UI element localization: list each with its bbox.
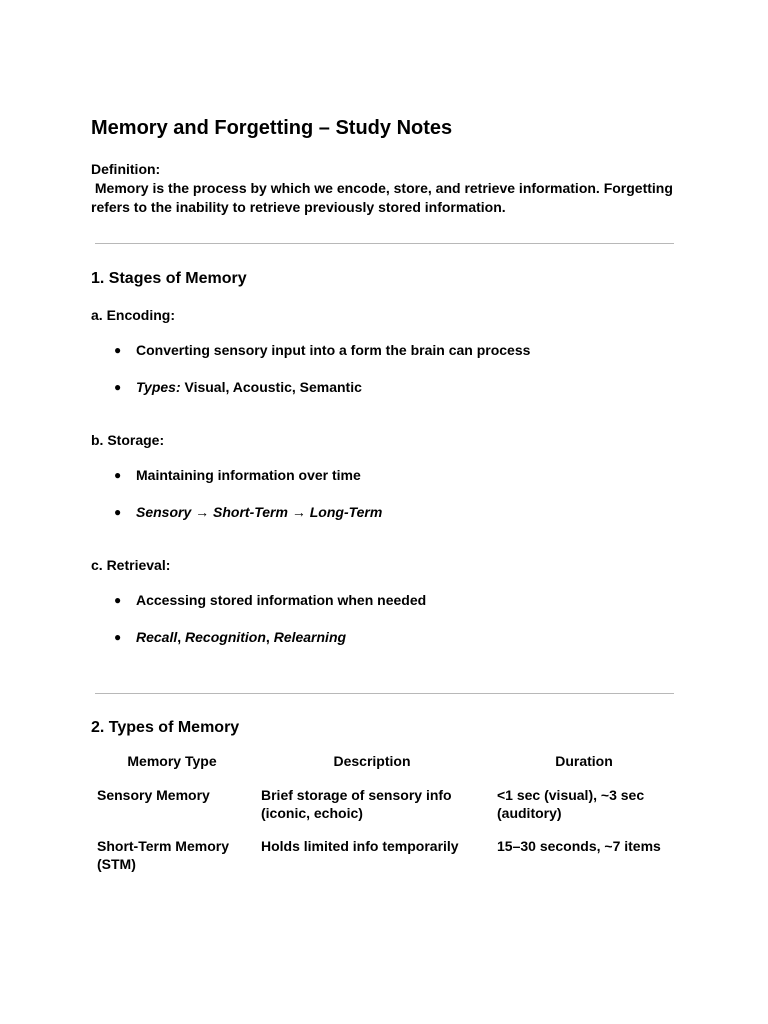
bullet-icon: ●	[114, 380, 122, 394]
types-label: Types:	[136, 379, 181, 395]
section-heading-types: 2. Types of Memory	[91, 719, 240, 736]
section-heading-stages: 1. Stages of Memory	[91, 270, 247, 287]
table-cell: <1 sec (visual), ~3 sec (auditory)	[497, 787, 645, 821]
recognition-term: Recognition	[185, 629, 266, 645]
list-item: Accessing stored information when needed	[136, 592, 427, 608]
subheading-encoding: a. Encoding:	[91, 307, 175, 323]
divider	[95, 693, 674, 694]
table-cell: Short-Term Memory (STM)	[97, 838, 229, 872]
types-text: Visual, Acoustic, Semantic	[180, 379, 362, 395]
table-header-description: Description	[333, 753, 411, 769]
table-header-memory-type: Memory Type	[127, 753, 217, 769]
subheading-retrieval: c. Retrieval:	[91, 557, 171, 573]
table-cell: Sensory Memory	[97, 787, 210, 803]
bullet-icon: ●	[114, 593, 122, 607]
table-cell: 15–30 seconds, ~7 items	[497, 838, 661, 854]
recall-term: Recall	[136, 629, 178, 645]
list-item	[136, 379, 362, 395]
relearning-term: Relearning	[273, 629, 347, 645]
definition-text: Memory is the process by which we encode, store, and retrieve information. Forgetting refers to the inability to retrieve previously stored information.	[91, 180, 677, 215]
list-item	[136, 629, 346, 645]
table-cell: Holds limited info temporarily	[261, 838, 459, 854]
bullet-icon: ●	[114, 468, 122, 482]
separator: ,	[265, 629, 274, 645]
definition-label: Definition:	[91, 161, 161, 177]
bullet-icon: ●	[114, 343, 122, 357]
separator: ,	[177, 629, 186, 645]
bullet-icon: ●	[114, 505, 122, 519]
list-item: Converting sensory input into a form the brain can process	[136, 342, 531, 358]
list-item: Maintaining information over time	[136, 467, 361, 483]
table-cell: Brief storage of sensory info (iconic, echoic)	[261, 787, 452, 821]
table-header-duration: Duration	[555, 753, 613, 769]
list-item: Sensory → Short-Term → Long-Term	[136, 504, 383, 520]
divider	[95, 243, 674, 244]
page-title: Memory and Forgetting – Study Notes	[91, 117, 453, 139]
subheading-storage: b. Storage:	[91, 432, 165, 448]
bullet-icon: ●	[114, 630, 122, 644]
